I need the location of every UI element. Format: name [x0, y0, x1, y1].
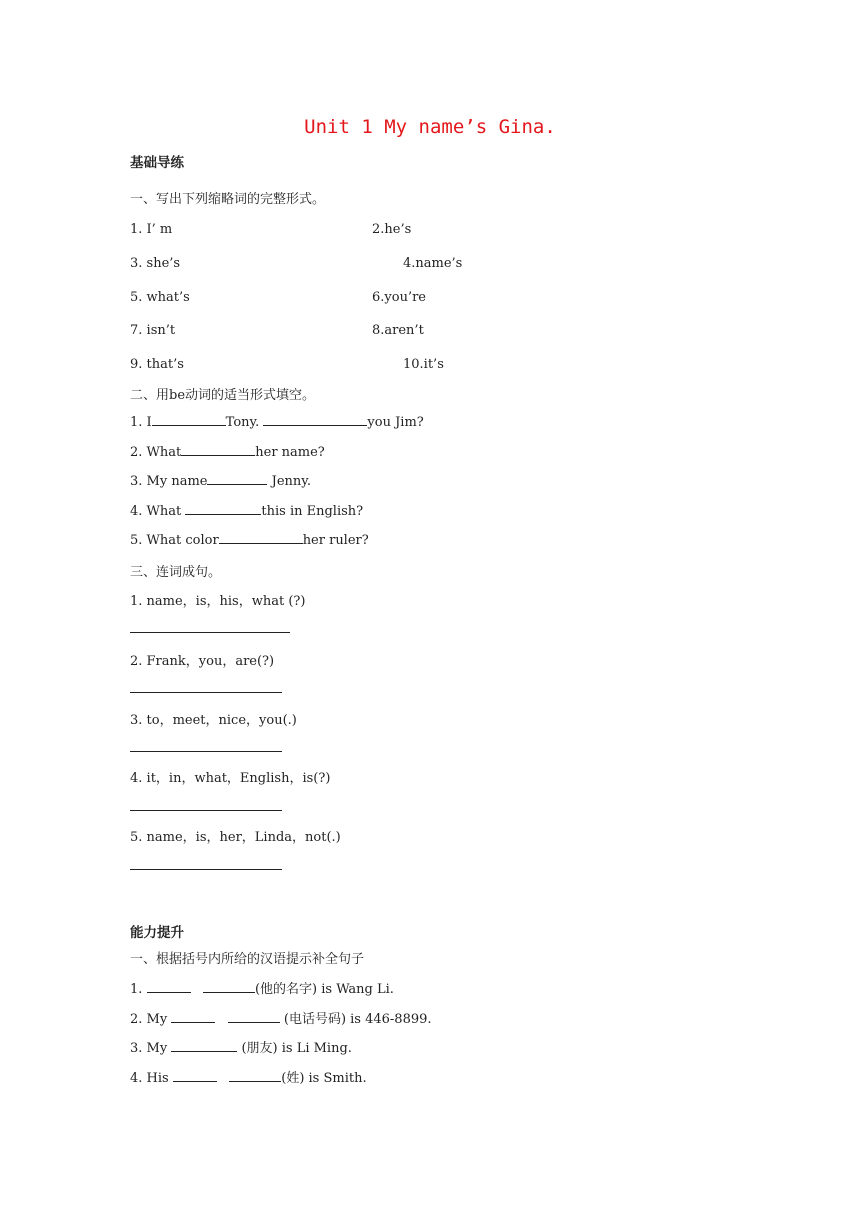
q-text: 1. I [130, 415, 152, 430]
word-order-question: 5. name，is，her，Linda，not(.) [130, 830, 341, 845]
section-heading-advanced: 能力提升 [130, 925, 184, 941]
contraction-item: 7. isn’t [130, 323, 176, 338]
answer-blank[interactable] [263, 413, 367, 426]
contraction-item: 1. I’ m [130, 222, 173, 237]
word-order-question: 4. it，in，what，English，is(?) [130, 771, 331, 786]
answer-blank[interactable] [152, 413, 226, 426]
hint-question-4 [130, 1067, 367, 1086]
q-text: 2. What [130, 445, 182, 460]
fill-question-4 [130, 502, 363, 519]
contraction-item: 4.name’s [403, 256, 463, 271]
q-text: her name? [255, 445, 325, 460]
fill-question-3 [130, 472, 311, 489]
fill-question-2 [130, 443, 325, 460]
word-order-question: 1. name，is，his，what (?) [130, 594, 306, 609]
part1-title: 一、写出下列缩略词的完整形式。 [130, 192, 326, 207]
part1-title: 一、根据括号内所给的汉语提示补全句子 [130, 952, 365, 967]
q-text: her ruler? [302, 533, 369, 548]
q-text: Tony. [225, 415, 264, 430]
part2-title: 二、用be动词的适当形式填空。 [130, 388, 316, 403]
q-text: this in English? [261, 504, 364, 519]
hint-question-2 [130, 1008, 432, 1027]
answer-blank[interactable] [147, 980, 191, 993]
contraction-item: 5. what’s [130, 290, 190, 305]
section-heading-basic: 基础导练 [130, 155, 184, 171]
answer-blank[interactable] [171, 1010, 215, 1023]
answer-line[interactable] [130, 632, 290, 633]
hint-question-1 [130, 978, 394, 997]
fill-question-1 [130, 413, 424, 430]
q-text: you Jim? [367, 415, 424, 430]
answer-blank[interactable] [207, 472, 267, 485]
answer-blank[interactable] [173, 1069, 217, 1082]
fill-question-5 [130, 531, 369, 548]
answer-blank[interactable] [181, 443, 255, 456]
page-title: Unit 1 My name’s Gina. [304, 116, 556, 138]
contraction-item: 3. she’s [130, 256, 181, 271]
q-text: 3. My [130, 1041, 172, 1056]
q-text: 3. My name [130, 474, 208, 489]
contraction-item: 9. that’s [130, 357, 184, 372]
hint-question-3 [130, 1037, 352, 1056]
answer-line[interactable] [130, 869, 282, 870]
q-text: (姓) is Smith. [281, 1071, 367, 1086]
answer-blank[interactable] [171, 1039, 237, 1052]
answer-blank[interactable] [229, 1069, 281, 1082]
answer-blank[interactable] [228, 1010, 280, 1023]
q-text: (电话号码) is 446-8899. [279, 1012, 432, 1027]
word-order-question: 3. to，meet，nice，you(.) [130, 713, 297, 728]
contraction-item: 8.aren’t [372, 323, 424, 338]
contraction-item: 10.it’s [403, 357, 444, 372]
answer-blank[interactable] [219, 531, 303, 544]
q-text: 2. My [130, 1012, 172, 1027]
q-text: 4. What [130, 504, 186, 519]
part3-title: 三、连词成句。 [130, 565, 222, 580]
answer-blank[interactable] [203, 980, 255, 993]
answer-line[interactable] [130, 751, 282, 752]
q-text: 1. [130, 982, 147, 997]
contraction-item: 2.he’s [372, 222, 412, 237]
word-order-question: 2. Frank，you，are(?) [130, 654, 275, 669]
contraction-item: 6.you’re [372, 290, 426, 305]
q-text: 5. What color [130, 533, 219, 548]
q-text: Jenny. [267, 474, 312, 489]
answer-blank[interactable] [185, 502, 261, 515]
q-text: 4. His [130, 1071, 173, 1086]
q-text: (朋友) is Li Ming. [237, 1041, 352, 1056]
answer-line[interactable] [130, 810, 282, 811]
q-text: (他的名字) is Wang Li. [254, 982, 394, 997]
answer-line[interactable] [130, 692, 282, 693]
